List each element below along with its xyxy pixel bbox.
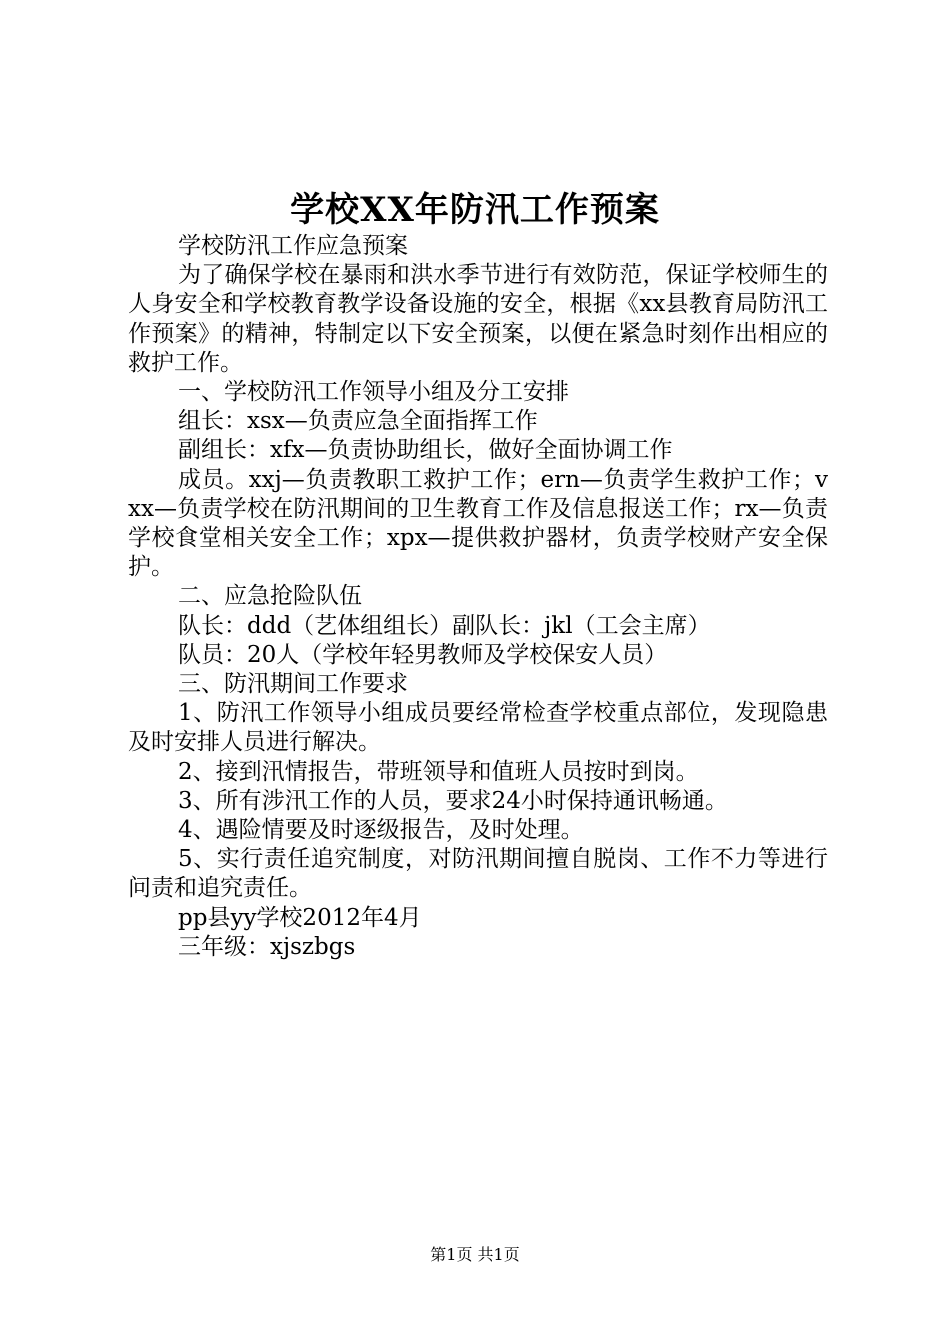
paragraph-deputy-leader: 副组长：xfx—负责协助组长，做好全面协调工作 [178,437,673,464]
document-title: 学校XX年防汛工作预案 [290,190,660,230]
paragraph-signature-date: pp县yy学校2012年4月 [178,904,422,931]
section-heading-leadership: 一、学校防汛工作领导小组及分工安排 [178,379,569,406]
requirement-item: 5、实行责任追究制度，对防汛期间擅自脱岗、工作不力等进行问责和追究责任。 [128,846,828,902]
paragraph-leader: 组长：xsx—负责应急全面指挥工作 [178,408,538,435]
paragraph-subtitle: 学校防汛工作应急预案 [178,233,408,259]
requirement-item: 4、遇险情要及时逐级报告，及时处理。 [178,817,584,844]
paragraph-intro: 为了确保学校在暴雨和洪水季节进行有效防范，保证学校师生的人身安全和学校教育教学设备设施的安全，根据《xx县教育局防汛工作预案》的精神，特制定以下安全预案，以便在紧急时刻作出相应的救护工作。 [128,262,828,376]
paragraph-team-captain: 队长：ddd（艺体组组长）副队长：jkl（工会主席） [178,612,711,639]
document-body [128,232,828,962]
section-heading-rescue-team: 二、应急抢险队伍 [178,583,362,610]
requirement-item: 3、所有涉汛工作的人员，要求24小时保持通讯畅通。 [178,787,728,814]
paragraph-members: 成员。xxj—负责教职工救护工作；ern—负责学生救护工作；vxx—负责学校在防汛期间的卫生教育工作及信息报送工作；rx—负责学校食堂相关安全工作；xpx—提供救护器材，负责学校财产安全保护。 [128,466,828,581]
requirement-item: 1、防汛工作领导小组成员要经常检查学校重点部位，发现隐患及时安排人员进行解决。 [128,700,828,756]
paragraph-team-members: 队员：20人（学校年轻男教师及学校保安人员） [178,641,668,668]
paragraph-grade-note: 三年级：xjszbgs [178,933,356,960]
requirement-item: 2、接到汛情报告，带班领导和值班人员按时到岗。 [178,758,699,785]
page-footer: 第1页 共1页 [430,1245,520,1264]
section-heading-requirements: 三、防汛期间工作要求 [178,671,408,698]
